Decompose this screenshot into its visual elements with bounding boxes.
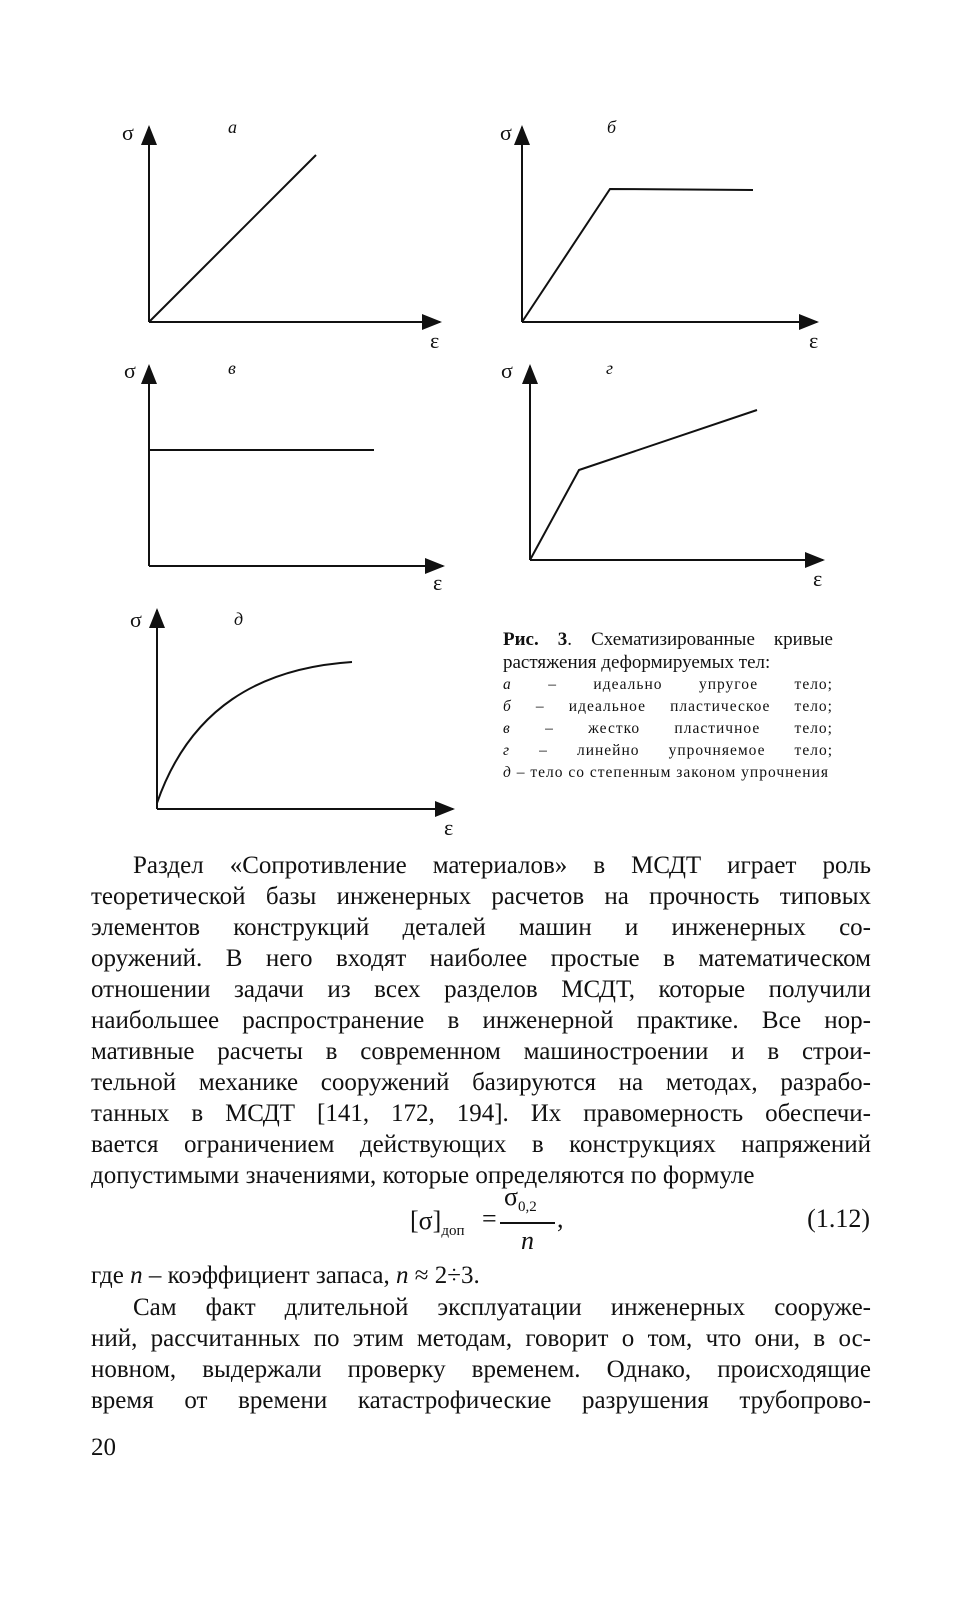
caption-item	[503, 740, 833, 762]
figure-v	[110, 352, 460, 597]
text-line: тельной механике сооружений базируются на методах, разрабо-	[91, 1069, 871, 1096]
caption-item	[503, 696, 833, 718]
formula-numerator-subscript: 0,2	[518, 1199, 537, 1216]
y-axis-label: σ	[124, 358, 136, 383]
where-text: ≈ 2÷3.	[408, 1262, 480, 1289]
text-line: Сам факт длительной эксплуатации инженерных сооруже-	[133, 1294, 871, 1321]
formula-numerator	[504, 1182, 537, 1216]
x-axis-label: ε	[809, 328, 819, 353]
x-axis-label: ε	[433, 570, 443, 595]
y-axis-label: σ	[130, 607, 142, 632]
text-line: элементов конструкций деталей машин и инженерных со-	[91, 914, 871, 941]
text-line: допустимыми значениями, которые определяются по формуле	[91, 1162, 755, 1189]
formula-numerator-symbol: σ	[504, 1182, 519, 1211]
text-line: ний, рассчитанных по этим методам, говорит о том, что они, в ос-	[91, 1325, 871, 1352]
caption-item-text: – идеальное пластическое тело;	[511, 698, 833, 715]
formula-1-12	[400, 1182, 870, 1255]
where-variable: n	[130, 1262, 143, 1289]
caption-item	[503, 718, 833, 740]
curve	[157, 662, 352, 803]
caption-item-text: – идеально упругое тело;	[511, 676, 833, 693]
text-line: мативные расчеты в современном машиностроении и в строи-	[91, 1038, 871, 1065]
paragraph-2	[91, 1292, 871, 1416]
caption-item	[503, 762, 833, 784]
text-line: новном, выдержали проверку временем. Однако, происходящие	[91, 1356, 871, 1383]
caption-item-text: – тело со степенным законом упрочнения	[511, 764, 830, 781]
figure-label: г	[606, 358, 614, 378]
caption-prefix: Рис. 3	[503, 629, 568, 650]
figure-label: в	[228, 358, 236, 378]
caption-heading	[503, 628, 833, 674]
caption-item-letter: а	[503, 676, 512, 693]
page-number: 20	[91, 1434, 116, 1461]
figure-label: а	[228, 117, 237, 137]
paragraph-1	[91, 850, 871, 1191]
where-text: где	[91, 1262, 131, 1289]
x-axis-label: ε	[444, 815, 454, 840]
text-line: танных в МСДТ [141, 172, 194]. Их правомерность обеспечи-	[91, 1100, 871, 1127]
fraction-bar	[500, 1222, 555, 1224]
formula-lhs-subscript: доп	[441, 1223, 465, 1240]
figure-a	[110, 105, 460, 355]
figure-label: д	[234, 609, 244, 629]
caption-item-letter: б	[503, 698, 512, 715]
formula-lhs-symbol: [σ]	[410, 1206, 442, 1235]
formula-lhs	[410, 1206, 465, 1240]
caption-item-letter: г	[503, 742, 511, 759]
text-line: вается ограничением действующих в конструкциях напряжений	[91, 1131, 871, 1158]
where-text: – коэффициент запаса,	[142, 1262, 396, 1289]
y-axis-label: σ	[500, 120, 512, 145]
figure-label: б	[607, 117, 617, 137]
caption-text: . Схематизированные кривые растяжения деформируемых тел:	[503, 629, 833, 673]
curve	[530, 410, 757, 560]
text-line: время от времени катастрофические разрушения трубопрово-	[91, 1387, 871, 1414]
equation-number: (1.12)	[807, 1204, 870, 1233]
caption-item-text: – жестко пластичное тело;	[510, 720, 833, 737]
figure-g	[485, 352, 835, 597]
caption-item-letter: д	[503, 764, 512, 781]
text-line: оружений. В него входят наиболее простые в математическом	[91, 945, 871, 972]
y-axis-label: σ	[501, 358, 513, 383]
caption-item-text: – линейно упрочняемое тело;	[510, 742, 833, 759]
curve	[149, 155, 316, 322]
x-axis-label: ε	[813, 566, 823, 591]
figure-caption	[503, 628, 833, 784]
formula-comma: ,	[557, 1204, 564, 1233]
caption-item-letter: в	[503, 720, 511, 737]
formula-equals: =	[482, 1204, 497, 1233]
curve	[522, 189, 753, 322]
x-axis-label: ε	[430, 328, 440, 353]
where-variable: n	[396, 1262, 409, 1289]
figure-d	[110, 598, 480, 843]
text-line: Раздел «Сопротивление материалов» в МСДТ играет роль	[133, 852, 871, 879]
formula-denominator: n	[521, 1226, 534, 1255]
y-axis-label: σ	[122, 120, 134, 145]
text-line: отношении задачи из всех разделов МСДТ, которые получили	[91, 976, 871, 1003]
text-line: наибольшее распространение в инженерной практике. Все нор-	[91, 1007, 871, 1034]
text-line: теоретической базы инженерных расчетов на прочность типовых	[91, 883, 871, 910]
figure-b	[485, 105, 835, 355]
where-line	[91, 1262, 480, 1290]
caption-item	[503, 674, 833, 696]
